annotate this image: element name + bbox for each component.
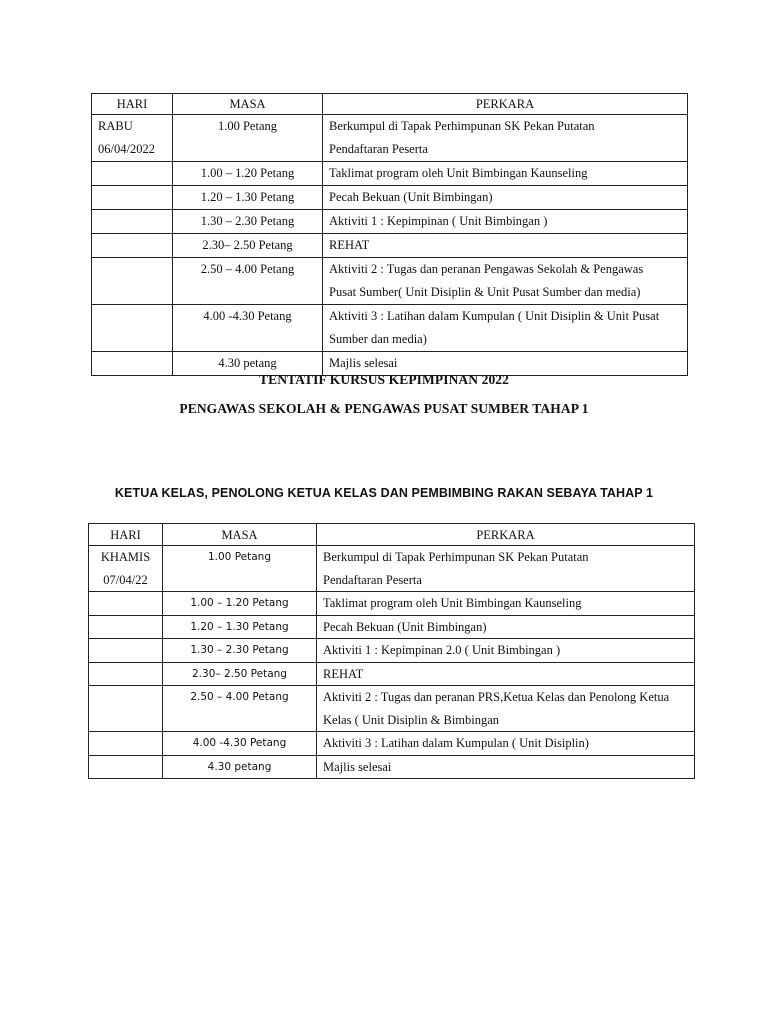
perkara-line: Berkumpul di Tapak Perhimpunan SK Pekan Putatan (329, 119, 595, 133)
hari-cell (89, 686, 163, 732)
hari-cell (89, 639, 163, 663)
table-row (92, 186, 688, 210)
table-row (92, 162, 688, 186)
hari-line: RABU (98, 119, 133, 133)
perkara-line: Pendaftaran Peserta (329, 142, 428, 156)
masa-cell: 1.30 – 2.30 Petang (173, 210, 323, 234)
table-header-row (89, 524, 695, 546)
hari-cell (89, 546, 163, 592)
perkara-cell (323, 162, 688, 186)
masa-cell: 4.00 -4.30 Petang (163, 732, 317, 756)
masa-cell: 2.30– 2.50 Petang (163, 662, 317, 686)
column-header: PERKARA (323, 94, 688, 115)
perkara-cell (323, 186, 688, 210)
perkara-cell (317, 592, 695, 616)
masa-cell: 2.50 – 4.00 Petang (173, 258, 323, 305)
document-title: TENTATIF KURSUS KEPIMPINAN 2022 (259, 372, 509, 387)
hari-cell (92, 162, 173, 186)
perkara-cell (317, 662, 695, 686)
perkara-cell (323, 258, 688, 305)
table-row (89, 755, 695, 779)
table-row (89, 592, 695, 616)
perkara-cell (323, 234, 688, 258)
column-header: PERKARA (317, 524, 695, 546)
masa-cell: 4.30 petang (173, 352, 323, 376)
perkara-line: Berkumpul di Tapak Perhimpunan SK Pekan Putatan (323, 550, 589, 564)
perkara-line: Aktiviti 3 : Latihan dalam Kumpulan ( Unit Disiplin & Unit Pusat (329, 309, 660, 323)
perkara-cell (317, 639, 695, 663)
perkara-line: Aktiviti 1 : Kepimpinan 2.0 ( Unit Bimbingan ) (323, 643, 561, 657)
hari-line: 06/04/2022 (98, 142, 155, 156)
perkara-line: Taklimat program oleh Unit Bimbingan Kaunseling (329, 166, 588, 180)
hari-cell (92, 210, 173, 234)
column-header: MASA (163, 524, 317, 546)
masa-cell: 1.20 – 1.30 Petang (173, 186, 323, 210)
table-row (89, 615, 695, 639)
perkara-cell (317, 686, 695, 732)
document-subtitle: PENGAWAS SEKOLAH & PENGAWAS PUSAT SUMBER TAHAP 1 (179, 401, 589, 416)
perkara-cell (317, 615, 695, 639)
hari-cell (92, 234, 173, 258)
perkara-line: Aktiviti 2 : Tugas dan peranan PRS,Ketua Kelas dan Penolong Ketua (323, 690, 670, 704)
masa-cell: 1.00 – 1.20 Petang (163, 592, 317, 616)
perkara-line: Aktiviti 2 : Tugas dan peranan Pengawas Sekolah & Pengawas (329, 262, 644, 276)
perkara-line: Pecah Bekuan (Unit Bimbingan) (323, 619, 487, 634)
table-row (89, 546, 695, 592)
masa-cell: 4.00 -4.30 Petang (173, 305, 323, 352)
schedule-table-body (89, 524, 695, 779)
table-row (92, 115, 688, 162)
perkara-line: Majlis selesai (329, 356, 398, 370)
perkara-cell (323, 305, 688, 352)
hari-cell (89, 732, 163, 756)
hari-cell (92, 258, 173, 305)
hari-cell (89, 755, 163, 779)
schedule-table-rabu (91, 93, 688, 376)
masa-cell: 2.50 – 4.00 Petang (163, 686, 317, 732)
perkara-cell (317, 755, 695, 779)
hari-cell (92, 186, 173, 210)
hari-cell (89, 615, 163, 639)
perkara-line: Aktiviti 1 : Kepimpinan ( Unit Bimbingan ) (329, 214, 548, 228)
masa-cell: 1.20 – 1.30 Petang (163, 615, 317, 639)
masa-cell: 4.30 petang (163, 755, 317, 779)
hari-line: 07/04/22 (103, 572, 148, 587)
table-row (89, 639, 695, 663)
hari-line: KHAMIS (100, 550, 151, 564)
table-row (92, 234, 688, 258)
masa-cell: 1.30 – 2.30 Petang (163, 639, 317, 663)
column-header: HARI (89, 524, 163, 546)
masa-cell: 1.00 Petang (173, 115, 323, 162)
perkara-line: REHAT (329, 238, 370, 252)
schedule-table-body (92, 94, 688, 376)
perkara-line: REHAT (323, 666, 364, 681)
column-header: MASA (173, 94, 323, 115)
perkara-line: Aktiviti 3 : Latihan dalam Kumpulan ( Unit Disiplin) (323, 736, 589, 750)
perkara-line: Kelas ( Unit Disiplin & Bimbingan (323, 712, 500, 727)
perkara-cell (317, 546, 695, 592)
table-row (89, 732, 695, 756)
table-header-row (92, 94, 688, 115)
perkara-cell (317, 732, 695, 756)
perkara-line: Pecah Bekuan (Unit Bimbingan) (329, 190, 493, 204)
table-row (92, 210, 688, 234)
hari-cell (89, 662, 163, 686)
hari-cell (92, 305, 173, 352)
masa-cell: 2.30– 2.50 Petang (173, 234, 323, 258)
table-row (92, 305, 688, 352)
perkara-line: Sumber dan media) (329, 332, 427, 346)
perkara-line: Majlis selesai (323, 759, 392, 774)
perkara-cell (323, 210, 688, 234)
table-row (89, 686, 695, 732)
masa-cell: 1.00 – 1.20 Petang (173, 162, 323, 186)
perkara-cell (323, 115, 688, 162)
hari-cell (89, 592, 163, 616)
schedule-table-khamis (88, 523, 695, 779)
perkara-line: Taklimat program oleh Unit Bimbingan Kaunseling (323, 596, 582, 610)
table-row (92, 258, 688, 305)
hari-cell (92, 115, 173, 162)
masa-cell: 1.00 Petang (163, 546, 317, 592)
perkara-line: Pendaftaran Peserta (323, 572, 422, 587)
perkara-line: Pusat Sumber( Unit Disiplin & Unit Pusat Sumber dan media) (329, 285, 641, 299)
section-heading: KETUA KELAS, PENOLONG KETUA KELAS DAN PEMBIMBING RAKAN SEBAYA TAHAP 1 (114, 486, 654, 500)
column-header: HARI (92, 94, 173, 115)
table-row (89, 662, 695, 686)
